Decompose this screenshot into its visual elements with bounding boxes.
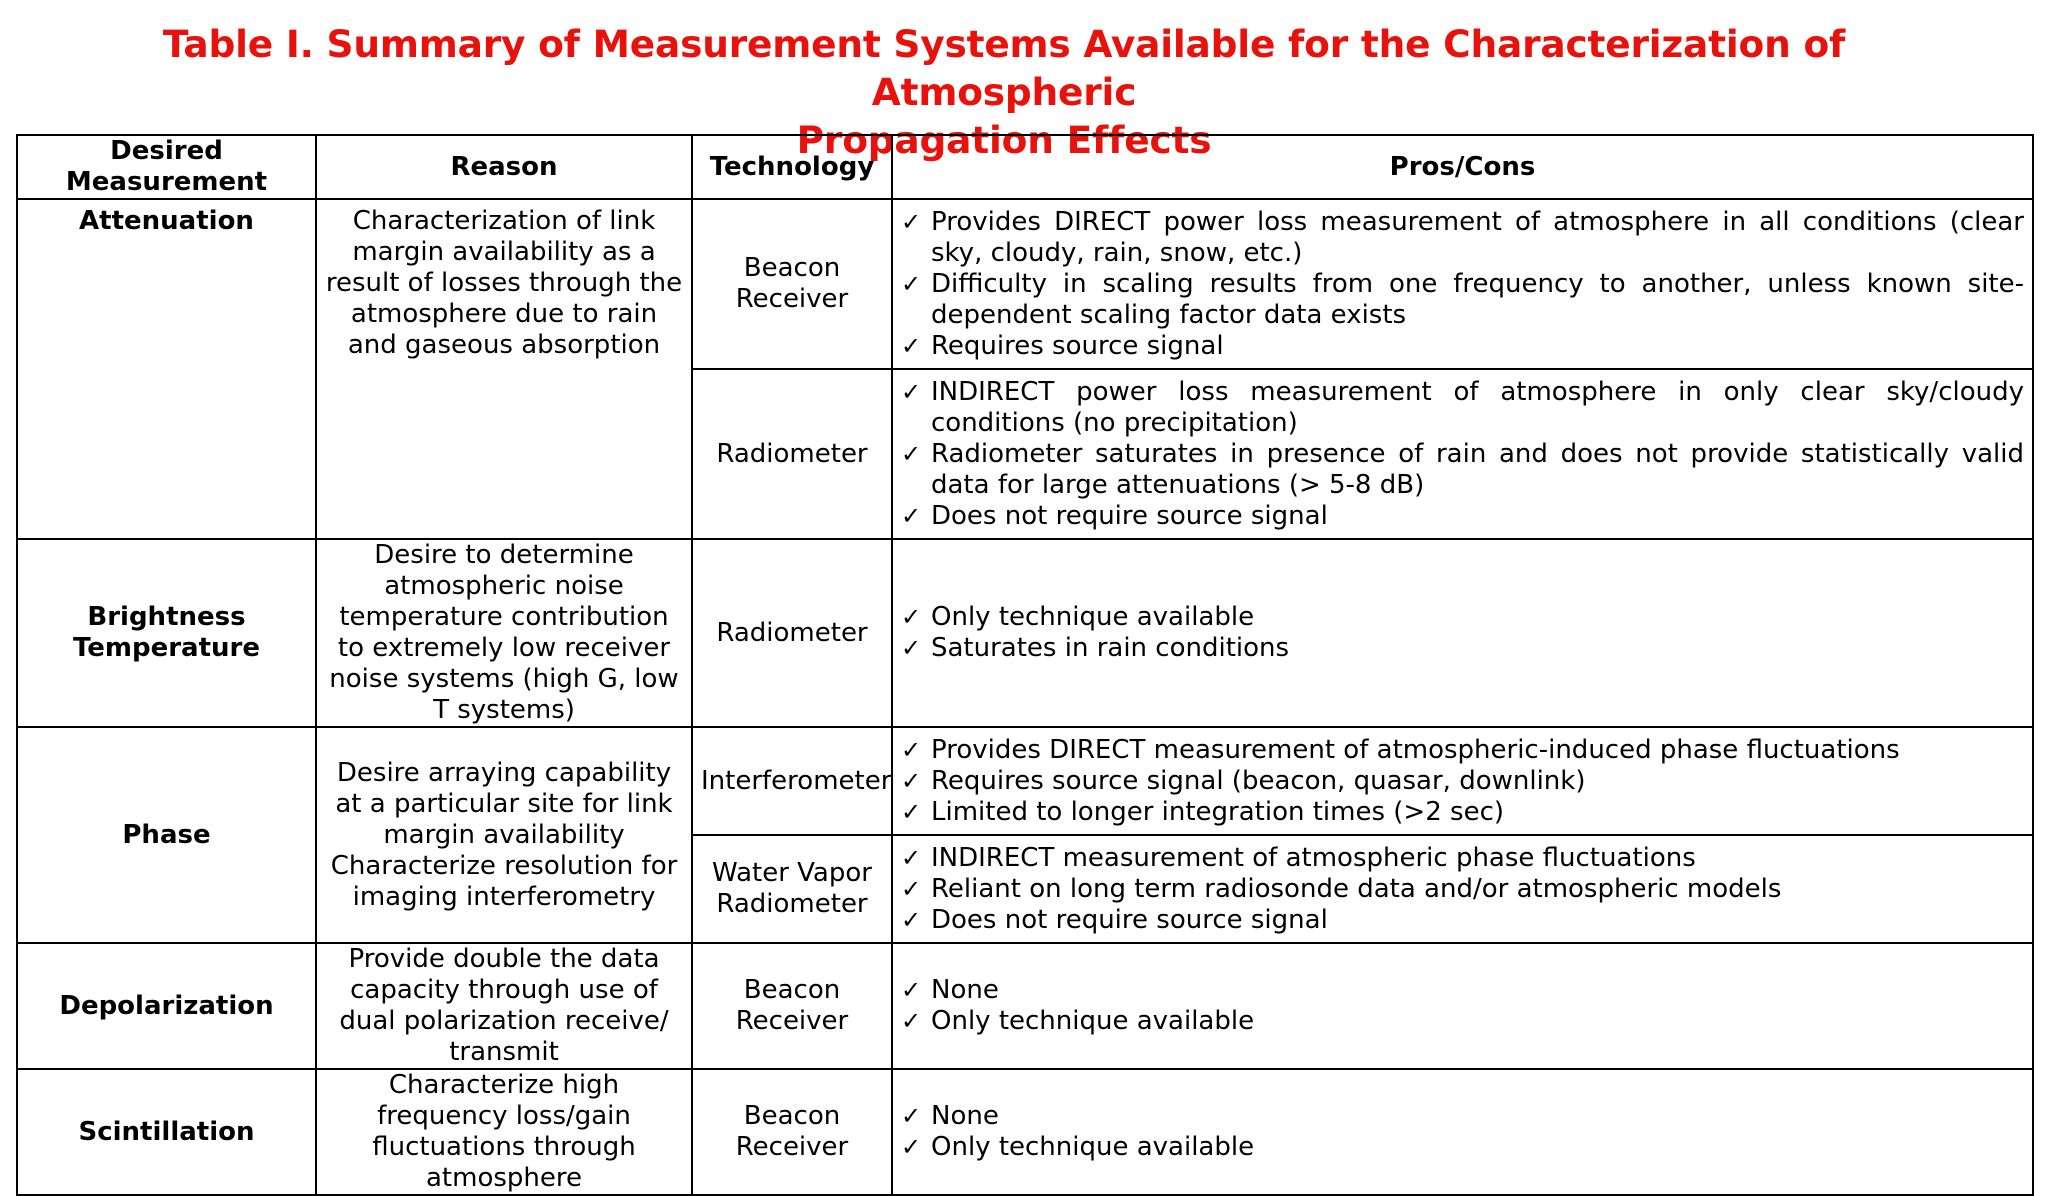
header-pros-cons: Pros/Cons <box>892 135 2033 199</box>
technology-beacon-receiver: Beacon Receiver <box>692 943 892 1069</box>
check-icon: ✓ <box>901 874 922 903</box>
pros-cons-text: Provides DIRECT measurement of atmospheric-induced phase fluctuations <box>931 734 1900 765</box>
pros-cons-item <box>901 1101 2024 1132</box>
pros-cons-cell <box>892 943 2033 1069</box>
measurement-brightness-temperature: Brightness Temperature <box>17 539 316 727</box>
pros-cons-item <box>901 735 2024 766</box>
pros-cons-item <box>901 633 2024 664</box>
pros-cons-text: Does not require source signal <box>931 500 1328 531</box>
summary-table <box>16 134 2034 1196</box>
technology-beacon-receiver: Beacon Receiver <box>692 1069 892 1195</box>
pros-cons-text: Difficulty in scaling results from one frequency to another, unless known site-dependent scaling factor data exists <box>931 268 2024 330</box>
measurement-depolarization: Depolarization <box>17 943 316 1069</box>
pros-cons-item <box>901 766 2024 797</box>
check-icon: ✓ <box>901 501 922 530</box>
pros-cons-item <box>901 207 2024 269</box>
pros-cons-text: INDIRECT power loss measurement of atmosphere in only clear sky/cloudy conditions (no precipitation) <box>931 376 2024 438</box>
pros-cons-cell <box>892 199 2033 369</box>
table-row <box>17 1069 2033 1195</box>
pros-cons-text: Only technique available <box>931 602 1255 632</box>
measurement-attenuation: Attenuation <box>17 199 316 539</box>
check-icon: ✓ <box>901 269 922 298</box>
check-icon: ✓ <box>901 603 922 631</box>
pros-cons-text: Requires source signal <box>931 330 1224 361</box>
measurement-scintillation: Scintillation <box>17 1069 316 1195</box>
pros-cons-cell <box>892 539 2033 727</box>
table-row <box>17 943 2033 1069</box>
table-row <box>17 727 2033 835</box>
pros-cons-item <box>901 439 2024 501</box>
check-icon: ✓ <box>901 1133 922 1161</box>
pros-cons-item <box>901 501 2024 532</box>
title-line-2: Propagation Effects <box>796 118 1212 162</box>
pros-cons-cell <box>892 1069 2033 1195</box>
technology-radiometer: Radiometer <box>692 369 892 539</box>
pros-cons-item <box>901 905 2024 936</box>
pros-cons-text: Radiometer saturates in presence of rain and does not provide statistically valid data for large attenuations (> 5-8 dB) <box>931 438 2024 500</box>
pros-cons-item <box>901 843 2024 874</box>
pros-cons-cell <box>892 835 2033 943</box>
pros-cons-text: Only technique available <box>931 1132 1255 1162</box>
pros-cons-item <box>901 1006 2024 1037</box>
check-icon: ✓ <box>901 377 922 406</box>
check-icon: ✓ <box>901 207 922 236</box>
pros-cons-item <box>901 377 2024 439</box>
technology-radiometer: Radiometer <box>692 539 892 727</box>
title-line-1: Table I. Summary of Measurement Systems Available for the Characterization of Atmospheric <box>162 22 1846 114</box>
check-icon: ✓ <box>901 843 922 872</box>
pros-cons-text: Saturates in rain conditions <box>931 633 1290 663</box>
reason-depolarization: Provide double the data capacity through use of dual polarization receive/ transmit <box>316 943 692 1069</box>
technology-water-vapor-radiometer: Water Vapor Radiometer <box>692 835 892 943</box>
check-icon: ✓ <box>901 439 922 468</box>
technology-beacon-receiver: Beacon Receiver <box>692 199 892 369</box>
pros-cons-item <box>901 874 2024 905</box>
check-icon: ✓ <box>901 735 922 764</box>
check-icon: ✓ <box>901 1007 922 1035</box>
measurement-phase: Phase <box>17 727 316 943</box>
header-desired-measurement: Desired Measurement <box>17 135 316 199</box>
pros-cons-cell <box>892 727 2033 835</box>
header-row <box>17 135 2033 199</box>
reason-scintillation: Characterize high frequency loss/gain fluctuations through atmosphere <box>316 1069 692 1195</box>
header-reason: Reason <box>316 135 692 199</box>
header-technology: Technology <box>692 135 892 199</box>
check-icon: ✓ <box>901 331 922 360</box>
check-icon: ✓ <box>901 797 922 826</box>
pros-cons-item <box>901 602 2024 633</box>
pros-cons-cell <box>892 369 2033 539</box>
reason-attenuation: Characterization of link margin availability as a result of losses through the atmosphere due to rain and gaseous absorption <box>316 199 692 539</box>
table-row <box>17 199 2033 369</box>
check-icon: ✓ <box>901 766 922 795</box>
check-icon: ✓ <box>901 905 922 934</box>
reason-brightness-temperature: Desire to determine atmospheric noise temperature contribution to extremely low receiver noise systems (high G, low T systems) <box>316 539 692 727</box>
pros-cons-text: Does not require source signal <box>931 904 1328 935</box>
table-row <box>17 539 2033 727</box>
pros-cons-item <box>901 1132 2024 1163</box>
pros-cons-text: None <box>931 1101 999 1131</box>
pros-cons-text: Requires source signal (beacon, quasar, downlink) <box>931 765 1586 796</box>
pros-cons-item <box>901 797 2024 828</box>
pros-cons-text: Limited to longer integration times (>2 sec) <box>931 796 1505 827</box>
technology-interferometer: Interferometer <box>692 727 892 835</box>
pros-cons-item <box>901 269 2024 331</box>
pros-cons-text: INDIRECT measurement of atmospheric phase fluctuations <box>931 842 1696 873</box>
check-icon: ✓ <box>901 1102 922 1130</box>
pros-cons-item <box>901 975 2024 1006</box>
pros-cons-item <box>901 331 2024 362</box>
check-icon: ✓ <box>901 634 922 662</box>
check-icon: ✓ <box>901 976 922 1004</box>
pros-cons-text: Only technique available <box>931 1006 1255 1036</box>
reason-phase: Desire arraying capability at a particular site for link margin availability Characterize resolution for imaging interferometry <box>316 727 692 943</box>
pros-cons-text: Provides DIRECT power loss measurement of atmosphere in all conditions (clear sky, cloudy, rain, snow, etc.) <box>931 206 2024 268</box>
pros-cons-text: Reliant on long term radiosonde data and/or atmospheric models <box>931 873 1782 904</box>
pros-cons-text: None <box>931 975 999 1005</box>
